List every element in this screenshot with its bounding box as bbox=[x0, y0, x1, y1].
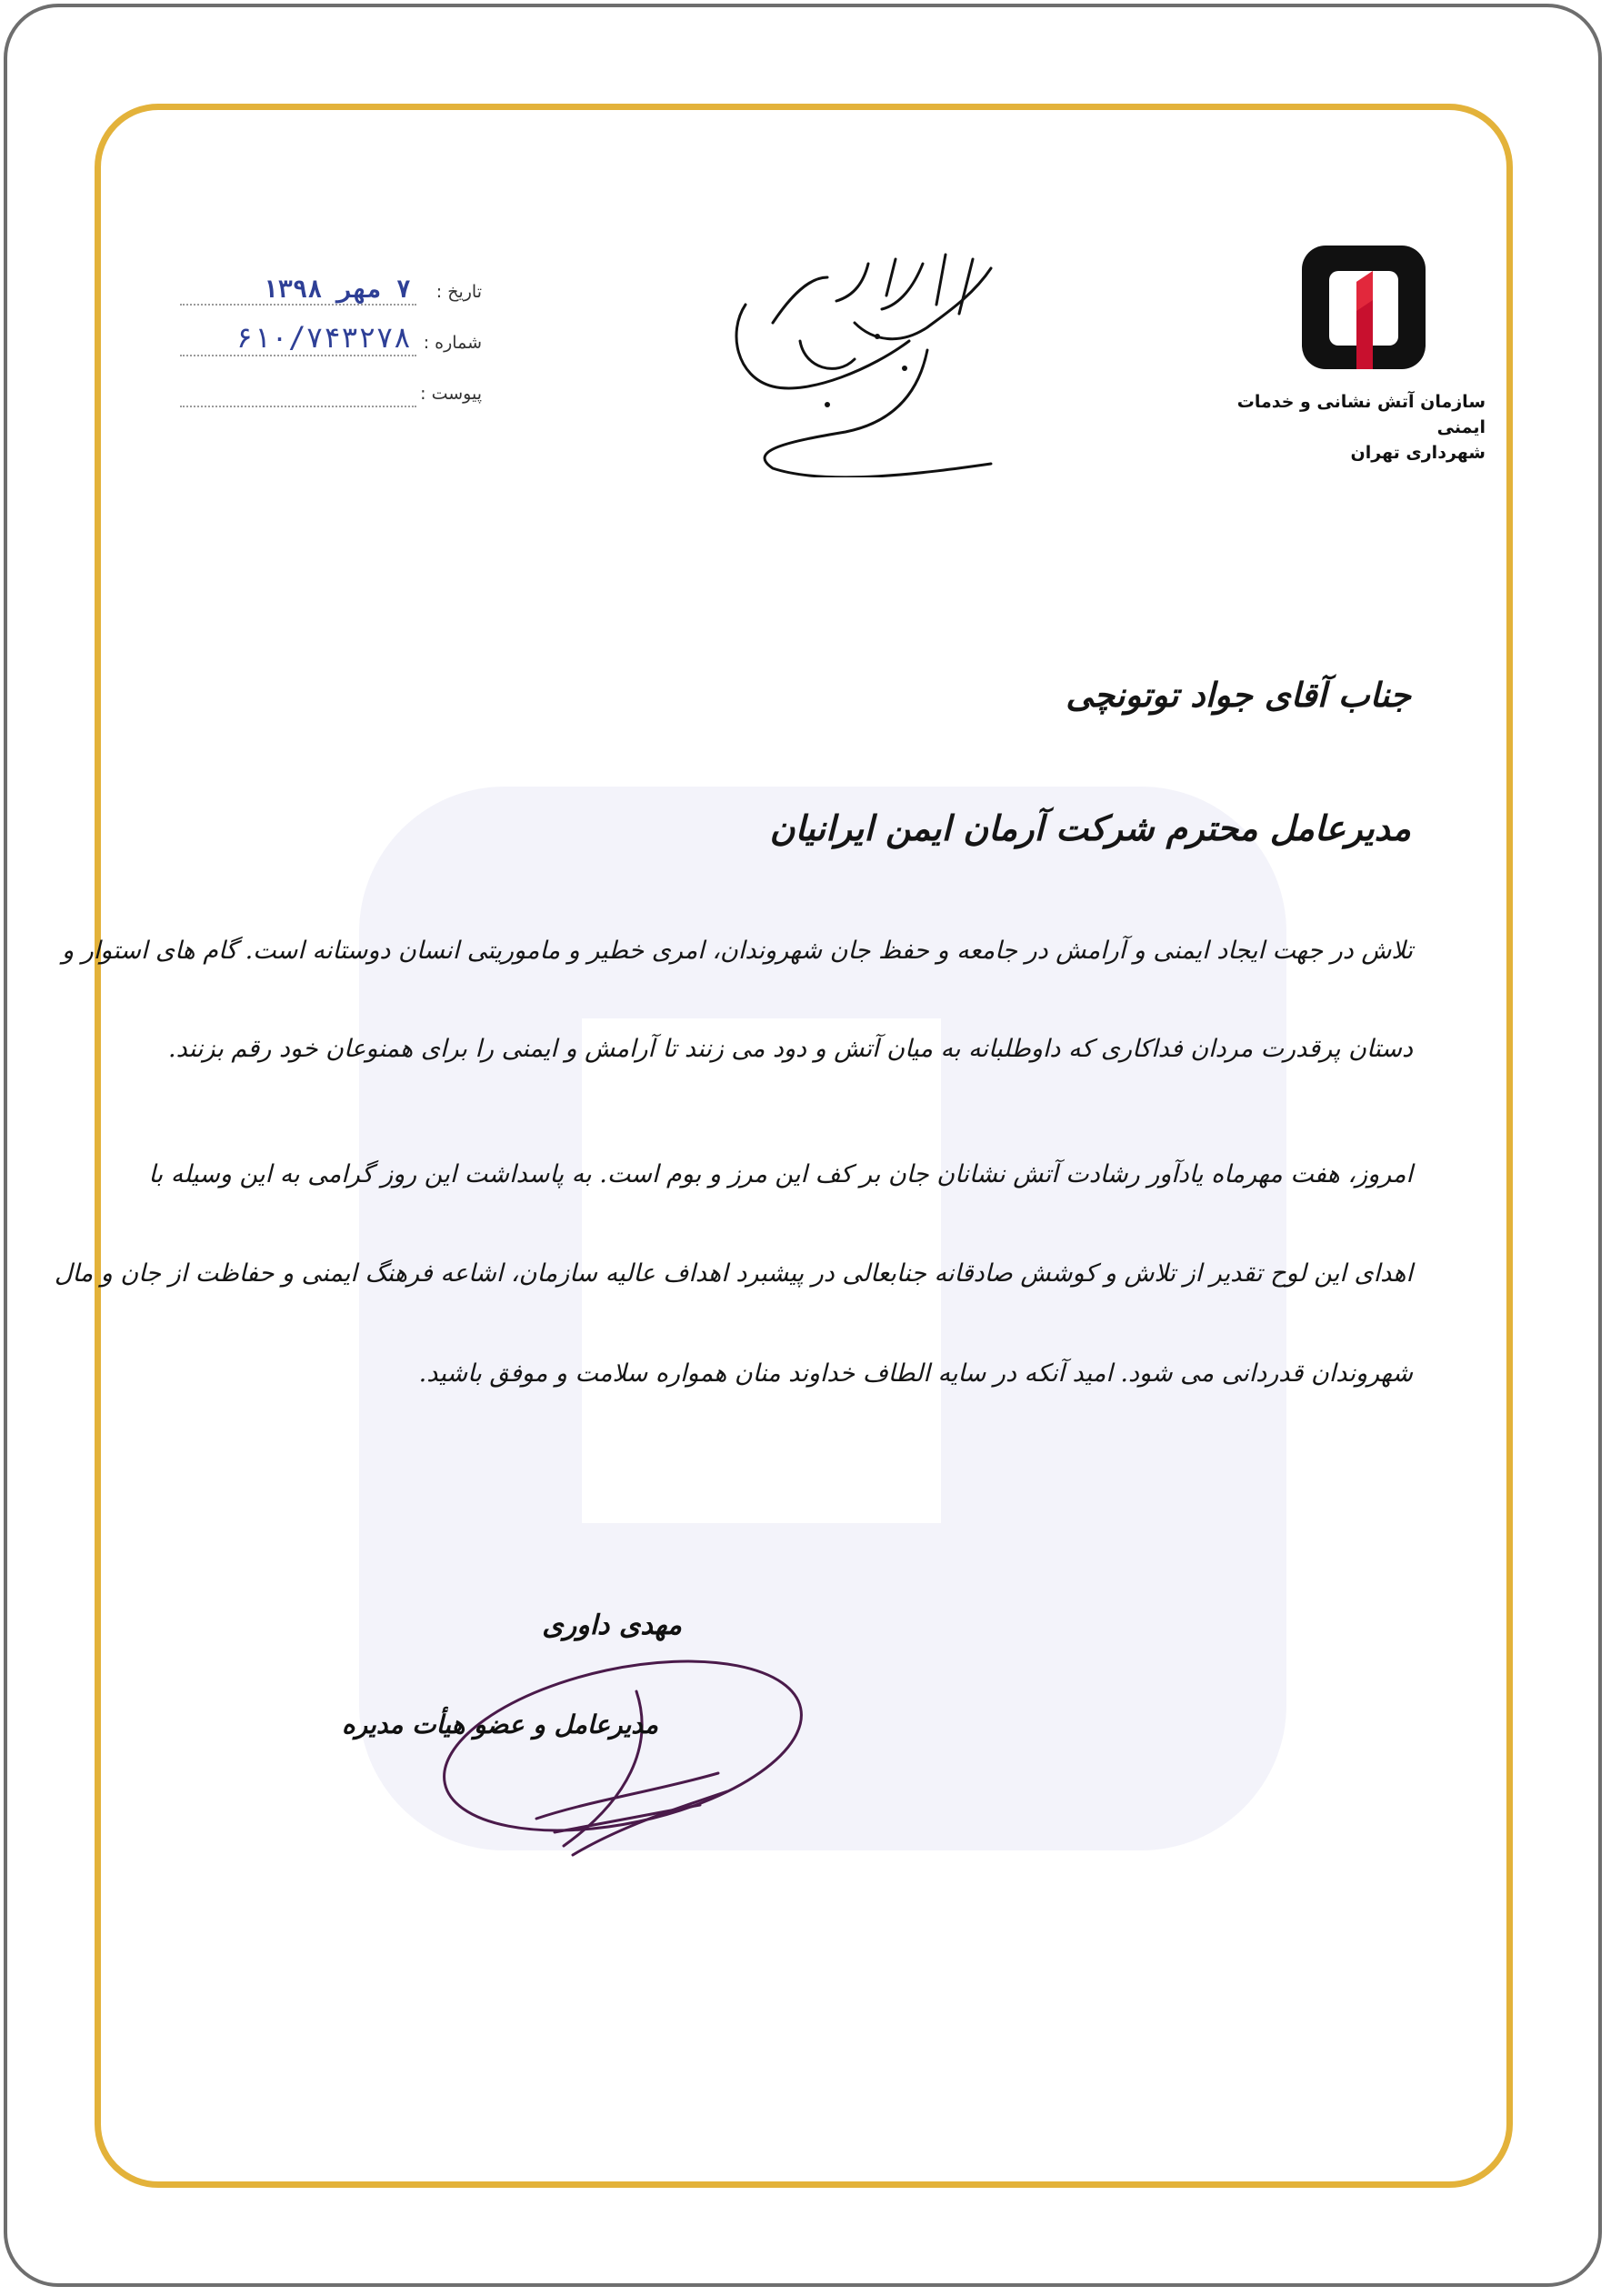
attachment-field bbox=[136, 375, 482, 415]
fire-department-logo-icon bbox=[1302, 246, 1426, 369]
number-line bbox=[180, 355, 416, 356]
paragraph-2-line-2: اهدای این لوح تقدیر از تلاش و کوشش صادقانه جنابعالی در پیشبرد اهداف عالیه سازمان، اشاعه فرهنگ ایمنی و حفاظت از جان و مال bbox=[54, 1259, 1413, 1288]
date-field bbox=[136, 273, 482, 313]
bismillah-calligraphy bbox=[718, 241, 1018, 477]
paragraph-1-line-2: دستان پرقدرت مردان فداکاری که داوطلبانه به میان آتش و دود می زنند تا آرامش و ایمنی را برای همنوعان خود رقم بزنند. bbox=[168, 1035, 1413, 1063]
organization-name-line2: شهرداری تهران bbox=[1350, 443, 1486, 463]
date-label: تاریخ : bbox=[435, 282, 482, 302]
paragraph-2-line-1: امروز، هفت مهرماه یادآور رشادت آتش نشانان جان بر کف این مرز و بوم است. به پاسداشت این روز گرامی به این وسیله با bbox=[148, 1160, 1413, 1188]
paragraph-2-line-3: شهروندان قدردانی می شود. امید آنکه در سایه الطاف خداوند منان همواره سلامت و موفق باشید. bbox=[418, 1359, 1413, 1388]
attachment-line bbox=[180, 406, 416, 407]
signer-title: مدیرعامل و عضو هیأت مدیره bbox=[341, 1709, 658, 1740]
paragraph-1-line-1: تلاش در جهت ایجاد ایمنی و آرامش در جامعه و حفظ جان شهروندان، امری خطیر و ماموریتی انسان دوستانه است. گام های استوار و bbox=[62, 937, 1413, 965]
number-label: شماره : bbox=[423, 333, 482, 353]
date-value: ۷ مهر ۱۳۹۸ bbox=[263, 276, 411, 304]
number-value: ۶۱۰/۷۴۳۲۷۸ bbox=[235, 320, 411, 355]
bismillah-text bbox=[0, 0, 1, 1]
signer-name: مهدی داوری bbox=[542, 1609, 682, 1641]
date-line bbox=[180, 304, 416, 306]
organization-name-line1: سازمان آتش نشانی و خدمات ایمنی bbox=[1236, 392, 1486, 437]
recipient-title: مدیرعامل محترم شرکت آرمان ایمن ایرانیان bbox=[769, 807, 1411, 848]
number-field bbox=[136, 320, 482, 364]
attachment-label: پیوست : bbox=[420, 384, 482, 404]
organization-name bbox=[1195, 389, 1486, 466]
handwritten-signature bbox=[427, 1637, 809, 1873]
addressee: جناب آقای جواد توتونچی bbox=[1066, 675, 1411, 715]
